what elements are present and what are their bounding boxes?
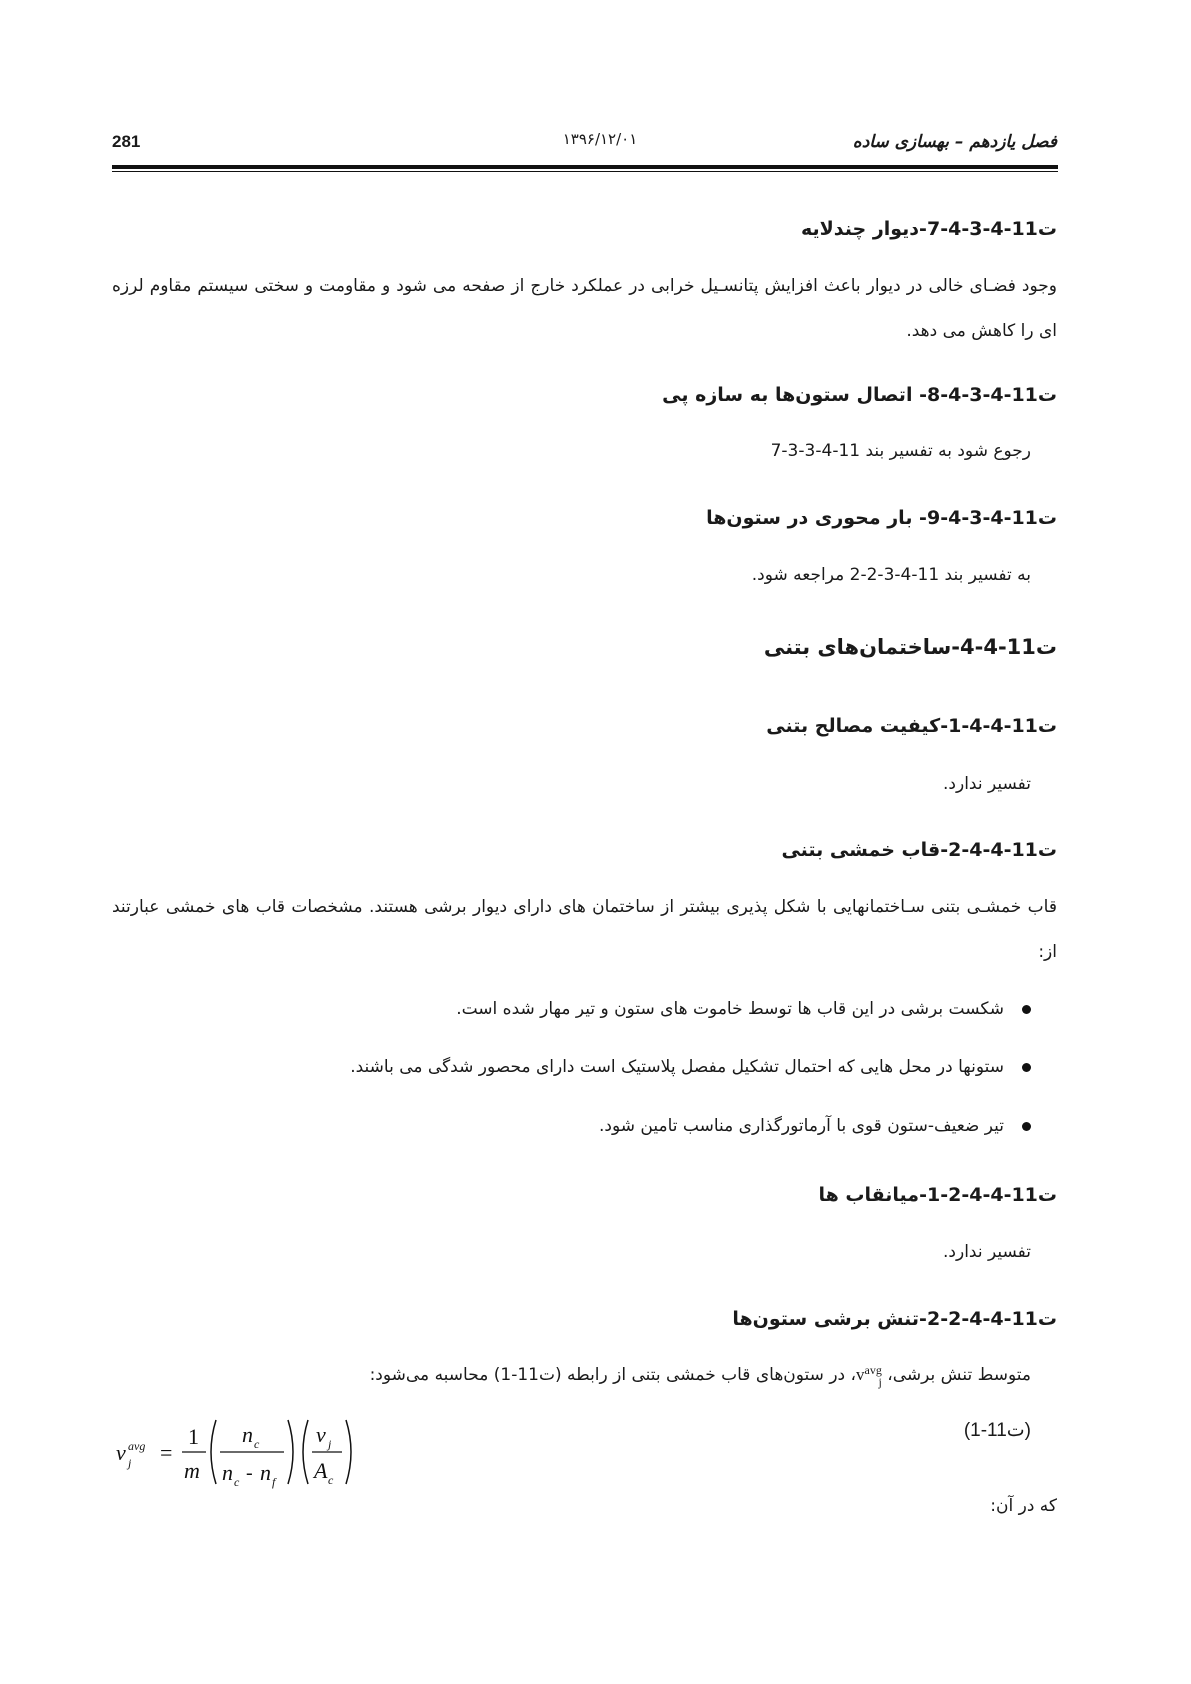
formula-vj: v — [316, 1422, 326, 1447]
list-item-text: ستونها در محل هایی که احتمال تشکیل مفصل پلاستیک است دارای محصور شدگی می باشند. — [350, 1057, 1004, 1077]
list-item-text: تیر ضعیف-ستون قوی با آرماتورگذاری مناسب تامین شود. — [599, 1116, 1004, 1136]
section-heading-concrete-material: ت11-4-4-1-کیفیت مصالح بتنی — [766, 715, 1057, 737]
section-body-column-foundation: رجوع شود به تفسیر بند 11-4-3-3-7 — [770, 441, 1031, 461]
header-rule-thick — [112, 165, 1058, 169]
section-body-axial-load: به تفسیر بند 11-4-3-2-2 مراجعه شود. — [751, 565, 1031, 585]
body-text-after: ، در ستون‌های قاب خمشی بتنی از رابطه (ت11-1) محاسبه می‌شود: — [369, 1364, 856, 1385]
section-body-concrete-material: تفسیر ندارد. — [943, 774, 1031, 794]
formula-lhs-sup: avg — [128, 1439, 146, 1453]
equation-label: (ت11-1) — [963, 1420, 1031, 1441]
formula-nf-sub: f — [272, 1475, 276, 1489]
bullet-icon — [1022, 1063, 1031, 1072]
body-text-before: متوسط تنش برشی، — [887, 1364, 1031, 1385]
formula-Ac-sub: c — [328, 1473, 334, 1487]
formula-nc: n — [242, 1422, 253, 1447]
formula-minus: - — [246, 1462, 253, 1484]
chapter-title: فصل یازدهم – بهسازی ساده — [852, 132, 1057, 152]
where-text: که در آن: — [990, 1496, 1057, 1516]
formula-Ac: A — [314, 1458, 328, 1483]
formula-lhs: v — [116, 1440, 126, 1465]
formula-equals: = — [160, 1440, 173, 1465]
header-date: ۱۳۹۶/۱۲/۰۱ — [562, 130, 638, 148]
page-number: 281 — [112, 132, 141, 151]
section-heading-axial-load: ت11-4-3-4-9- بار محوری در ستون‌ها — [706, 507, 1057, 529]
header-rule-thin — [112, 171, 1058, 172]
shear-stress-formula — [112, 1412, 372, 1494]
section-body-moment-frame: قاب خمشـی بتنی سـاختمانهایی با شکل پذیری بیشتر از ساختمان های دارای دیوار برشی هستند. مشخصات قاب های خمشی عبارتند از: — [112, 897, 1057, 962]
section-heading-column-shear: ت11-4-4-2-2-تنش برشی ستون‌ها — [732, 1308, 1057, 1330]
bullet-icon — [1022, 1005, 1031, 1014]
formula-one: 1 — [188, 1424, 199, 1449]
section-heading-infill: ت11-4-4-2-1-میانقاب ها — [818, 1184, 1057, 1206]
formula-nc2-sub: c — [234, 1475, 240, 1489]
inline-symbol: v avg j — [856, 1363, 882, 1389]
formula-nc-sub: c — [254, 1437, 260, 1451]
section-heading-column-foundation: ت11-4-3-4-8- اتصال ستون‌ها به سازه پی — [662, 384, 1057, 406]
list-item — [350, 1057, 1031, 1077]
section-heading-multilayer-wall: ت11-4-3-4-7-دیوار چندلایه — [800, 218, 1057, 240]
section-heading-concrete-buildings: ت11-4-4-ساختمان‌های بتنی — [763, 635, 1057, 659]
formula-nf: n — [260, 1460, 271, 1485]
section-body-infill: تفسیر ندارد. — [943, 1242, 1031, 1262]
formula-m: m — [184, 1458, 200, 1483]
formula-nc2: n — [222, 1460, 233, 1485]
bullet-icon — [1022, 1122, 1031, 1131]
formula-lhs-sub: j — [128, 1456, 132, 1470]
list-item-text: شکست برشی در این قاب ها توسط خاموت های ستون و تیر مهار شده است. — [456, 999, 1004, 1019]
list-item — [456, 999, 1031, 1019]
list-item — [599, 1116, 1031, 1136]
section-heading-moment-frame: ت11-4-4-2-قاب خمشی بتنی — [781, 839, 1057, 861]
formula-vj-sub: j — [328, 1437, 332, 1451]
section-body-multilayer-wall: وجود فضـای خالی در دیوار باعث افزایش پتانسـیل خرابی در عملکرد خارج از صفحه می شود و مقاومت و سختی سیستم مقاوم لرزه ای را کاهش می دهد. — [112, 276, 1057, 341]
section-body-column-shear — [370, 1364, 1031, 1388]
